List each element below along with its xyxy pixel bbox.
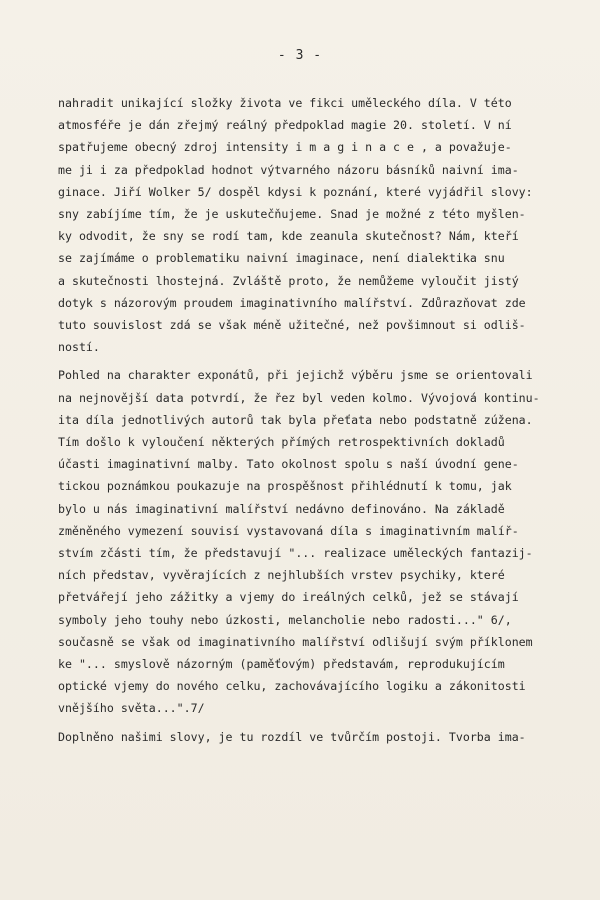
text-line: bylo u nás imaginativní malířství nedávno definováno. Na základě xyxy=(58,501,505,516)
text-line: současně se však od imaginativního malířství odlišují svým příklonem xyxy=(58,634,533,649)
text-line: přetvářejí jeho zážitky a vjemy do ireálných celků, jež se stávají xyxy=(58,590,519,605)
text-line: ke "... smyslově názorným (paměťovým) představám, reprodukujícím xyxy=(58,657,505,672)
text-line: sny zabíjíme tím, že je uskutečňujeme. Snad je možné z této myšlen- xyxy=(58,207,526,222)
text-line: ky odvodit, že sny se rodí tam, kde zeanula skutečnost? Nám, kteří xyxy=(58,229,519,244)
text-line: tuto souvislost zdá se však méně užitečné, než povšimnout si odliš- xyxy=(58,318,526,333)
text-line: účasti imaginativní malby. Tato okolnost spolu s naší úvodní gene- xyxy=(58,457,519,472)
text-line: ních představ, vyvěrajících z nejhlubších vrstev psychiky, které xyxy=(58,568,505,583)
text-line: symboly jeho touhy nebo úzkosti, melancholie nebo radosti..." 6/, xyxy=(58,612,512,627)
text-line: Tím došlo k vyloučení některých přímých retrospektivních dokladů xyxy=(58,435,505,450)
text-line: nahradit unikající složky života ve fikci uměleckého díla. V této xyxy=(58,96,512,110)
paragraph-1 xyxy=(58,92,598,358)
text-line: optické vjemy do nového celku, zachovávajícího logiku a zákonitosti xyxy=(58,679,526,694)
text-line: spatřujeme obecný zdroj intensity i m a g i n a c e , a považuje- xyxy=(58,140,512,155)
text-line: dotyk s názorovým proudem imaginativního malířství. Zdůrazňovat zde xyxy=(58,295,526,310)
text-line: na nejnovější data potvrdí, že řez byl veden kolmo. Vývojová kontinu- xyxy=(58,390,540,405)
text-line: ností. xyxy=(58,340,100,355)
paragraph-2 xyxy=(58,364,598,719)
text-line: tickou poznámkou poukazuje na prospěšnost přihlédnutí k tomu, jak xyxy=(58,479,512,494)
page-number: - 3 - xyxy=(277,48,323,63)
text-line: se zajímáme o problematiku naivní imaginace, není dialektika snu xyxy=(58,251,505,266)
text-line: změněného vymezení souvisí vystavovaná díla s imaginativním malíř- xyxy=(58,523,519,538)
text-line: a skutečnosti lhostejná. Zvláště proto, že nemůžeme vyloučit jistý xyxy=(58,273,519,288)
text-line: vnějšího světa...".7/ xyxy=(58,701,205,716)
text-line: me ji i za předpoklad hodnot výtvarného názoru básníků naivní ima- xyxy=(58,162,519,177)
text-line: atmosféře je dán zřejmý reálný předpoklad magie 20. století. V ní xyxy=(58,118,512,133)
text-line: stvím zčásti tím, že představují "... realizace uměleckých fantazij- xyxy=(58,546,533,561)
text-line: ginace. Jiří Wolker 5/ dospěl kdysi k poznání, které vyjádřil slovy: xyxy=(58,184,533,199)
body-text xyxy=(58,92,598,748)
paragraph-3 xyxy=(58,726,598,748)
text-line: Doplněno našimi slovy, je tu rozdíl ve tvůrčím postoji. Tvorba ima- xyxy=(58,729,526,744)
text-line: Pohled na charakter exponátů, při jejichž výběru jsme se orientovali xyxy=(58,368,533,383)
text-line: ita díla jednotlivých autorů tak byla přeťata nebo podstatně zúžena. xyxy=(58,412,533,427)
